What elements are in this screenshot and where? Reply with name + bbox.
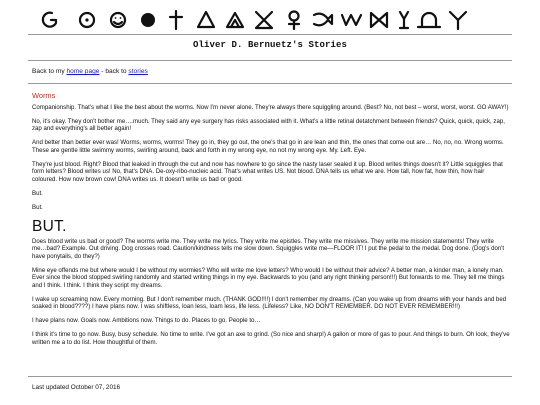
delta-glyph-icon: [227, 13, 243, 27]
arch-glyph-icon: [418, 13, 440, 27]
story-paragraph: But.: [32, 203, 43, 211]
cross-glyph-icon: [170, 11, 182, 29]
story-emphasis: BUT.: [32, 217, 67, 235]
story-paragraph: I wake up screaming now. Every morning. But I don't remember much. (THANK GOD!!!!) I don't remember my dreams. (Can you wake up from dreams with your hands and bed soaked in blood????) I have plans now. I was shiftless, loan less, loam less, life less. (Lifeless? Like, NO DON'T REMEMBER. DO NOT EVER REMEMBER!!!): [32, 295, 507, 311]
figure-glyph-icon: [400, 12, 408, 28]
story-paragraph: But.: [32, 189, 43, 197]
breadcrumb-separator: - back to: [99, 68, 129, 75]
g-glyph-icon: [43, 13, 56, 27]
story-paragraph: Companionship. That's what I like the best about the worms. Now I'm never alone. They're always there squiggling around. (Best? No, not best – worst, worst, worst. GO AWAY!): [32, 104, 509, 111]
xbox-glyph-icon: [256, 12, 272, 28]
story-paragraph: And better than better ever was! Worms, worms, worms! They go in, they go out, the one's that go in are lean and thin, the ones that come out are… No, no, no. Wrong worms. These are gentle little swimmy worms, swirling around, back and forth in my wrong eye, no not my wrong eye. My. Left. Eye.: [32, 139, 504, 154]
breadcrumb-divider: [28, 83, 512, 84]
top-divider: [28, 34, 512, 35]
story-paragraph: Mine eye offends me but where would I be without my wormies? Who will write me love letters? Who would I be without their advice? A better man, a kinder man, a lonely man. Ever since the blood stopped swirling randomly and started writing things in my eye. Backwards to you (and any right thinking person!!!) But forwards to me. They tell me things and I think. I think. I think they script my dreams.: [32, 266, 505, 289]
glyph-banner: [28, 7, 512, 33]
story-paragraph: Does blood write us bad or good? The worms write me. They write me lyrics. They write me epistles. They write me missives. They write me mission statements! They write me…bad? Example. Out driving. Dog crosses road. Caution/kindness tells me slow down. Squiggles write me—FLOOR IT! I put the pedal to the medal. Dog done. (Dog's don't have ponytails, do they?): [32, 237, 505, 260]
story-paragraph: No, it's okay. They don't bother me….much. They said any eye surgery has risks associated with it. What's a little retinal detatchment between friends? Quick, quick, quick, zap, zap and everything's all better again!: [32, 117, 505, 133]
bowtie-glyph-icon: [371, 13, 387, 27]
stories-link[interactable]: stories: [128, 68, 148, 75]
home-page-link[interactable]: home page: [66, 68, 100, 75]
fish-glyph-icon: [314, 14, 332, 26]
ring-glyph-icon: [80, 13, 94, 27]
y-glyph-icon: [450, 12, 466, 29]
story-title: Worms: [32, 91, 56, 100]
triangle-ring-glyph-icon: [198, 12, 214, 27]
footer-divider: [28, 376, 512, 377]
glyph-banner-svg: [28, 7, 512, 33]
story-paragraph: I think it's time to go now. Busy, busy schedule. No time to write. I've got an axe to grind. (So nice and sharp!) A gallon or more of gas to pour. And things to burn. Oh look, they've written me a to do list. How thoughtful of them.: [32, 331, 510, 346]
story-body: [32, 104, 510, 353]
zigzag-glyph-icon: [342, 15, 361, 25]
ankh-glyph-icon: [289, 12, 299, 30]
face-glyph-icon: [111, 13, 125, 27]
page-title: Oliver D. Bernuetz's Stories: [192, 40, 348, 50]
breadcrumb-prefix: Back to my: [32, 68, 67, 75]
ball-glyph-icon: [141, 13, 155, 27]
last-updated: Last updated October 07, 2016: [32, 384, 121, 391]
title-divider: [28, 60, 512, 61]
breadcrumb: [32, 68, 148, 75]
story-paragraph: They're just blood. Right? Blood that leaked in through the cut and now has nowhere to go since the nasty laser sealed it up. Blood writes things doesn't it? Little squiggles that form letters? Blood writes us! No, that's DNA. De-oxy-ribo-nucleic acid. That's what writes US. Not blood. DNA tells us what we are. How tall, how fat, how thin, how hair coloured. How now brown cow! DNA writes us. It doesn't write us bad or good.: [32, 160, 503, 183]
story-paragraph: I have plans now. Goals now. Ambitions now. Things to do. Places to go. People to…: [32, 317, 261, 325]
